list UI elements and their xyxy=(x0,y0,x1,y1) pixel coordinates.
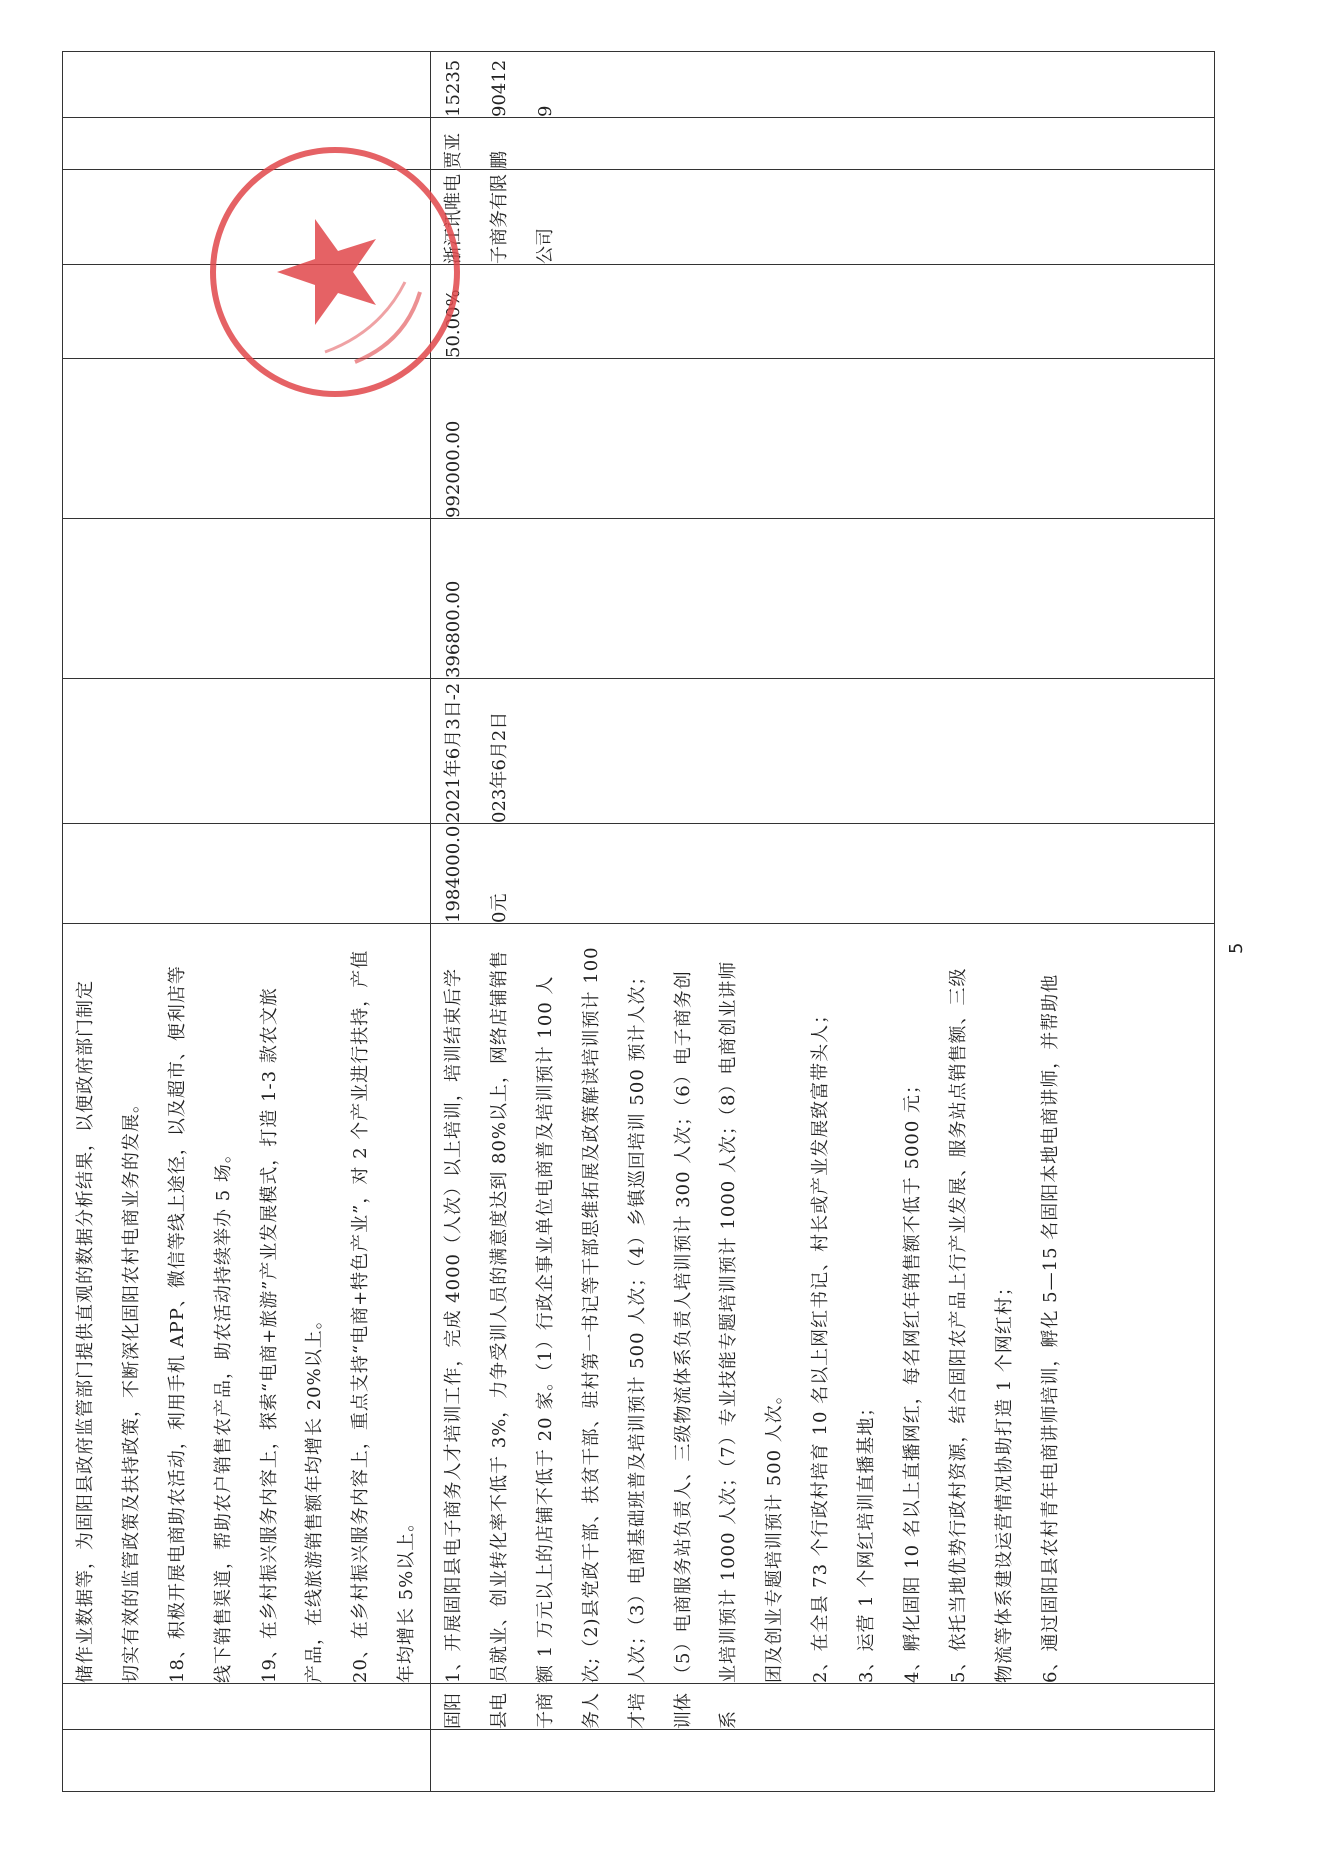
row1-content xyxy=(63,924,431,1684)
phone-cell: 15235904129 xyxy=(431,52,1215,118)
content-line: 人次；（3）电商基础班普及培训预计 500 人次；（4）乡镇巡回培训 500 预计人次； xyxy=(626,966,648,1683)
content-line: 19、在乡村振兴服务内容上，探索“电商+旅游”产业发展模式，打造 1-3 款农文旅 xyxy=(258,987,280,1683)
content-line: 线下销售渠道，帮助农户销售农产品，助农活动持续举办 5 场。 xyxy=(212,1144,234,1683)
cell-empty xyxy=(63,679,431,824)
content-line: 5、依托当地优势行政村资源，结合固阳农产品上行产业发展、服务站点销售额、三级 xyxy=(947,967,969,1683)
cell-empty xyxy=(63,519,431,679)
project-name: 固阳县电子商务人才培训体系 xyxy=(431,1684,1215,1730)
content-line: 4、孵化固阳 10 名以上直播网红，每名网红年销售额不低于 5000 元； xyxy=(902,1074,924,1683)
paid-amount-cell: 396800.00 xyxy=(431,519,1215,679)
content-line: 储作业数据等，为固阳县政府监管部门提供直观的数据分析结果，以便政府部门制定 xyxy=(75,980,96,1683)
content-line: 年均增长 5%以上。 xyxy=(396,1512,418,1683)
budget-cell: 1984000.00元 xyxy=(431,824,1215,924)
cell-empty xyxy=(63,52,431,118)
content-line: 2、在全县 73 个行政村培育 10 名以上网红书记、村长或产业发展致富带头人； xyxy=(810,1004,832,1683)
content-line: 次;（2)县党政干部、扶贫干部、驻村第一书记等干部思维拓展及政策解读培训预计 100 xyxy=(580,946,602,1683)
content-line: 业培训预计 1000 人次；（7）专业技能专题培训预计 1000 人次；（8）电商创业讲师 xyxy=(718,960,740,1683)
table-row xyxy=(431,52,1215,1792)
cell-empty xyxy=(431,1730,1215,1792)
cell-empty xyxy=(63,1730,431,1792)
content-line: 20、在乡村振兴服务内容上，重点支持“电商+特色产业”，对 2 个产业进行扶持，产值 xyxy=(350,949,372,1683)
content-line: 18、积极开展电商助农活动，利用手机 APP、微信等线上途径，以及超市、便利店等 xyxy=(166,965,188,1683)
company-cell: 浙江讯唯电子商务有限公司 xyxy=(431,170,1215,265)
content-line: 团及创业专题培训预计 500 人次。 xyxy=(764,1385,786,1683)
remaining-amount-cell: 992000.00 xyxy=(431,359,1215,519)
official-seal-icon xyxy=(205,142,465,402)
content-line: 员就业、创业转化率不低于 3%，力争受训人员的满意度达到 80%以上，网络店铺销售 xyxy=(489,949,511,1683)
contact-cell: 贾亚鹏 xyxy=(431,118,1215,170)
cell-empty xyxy=(63,1684,431,1730)
content-line: （5）电商服务站负责人、三级物流体系负责人培训预计 300 人次；（6）电子商务创 xyxy=(672,970,694,1683)
period-cell: 2021年6月3日-2023年6月2日 xyxy=(431,679,1215,824)
content-line: 6、通过固阳县农村青年电商讲师培训，孵化 5—15 名固阳本地电商讲师，并帮助他 xyxy=(1039,973,1061,1683)
content-line: 物流等体系建设运营情况协助打造 1 个网红村； xyxy=(993,1277,1015,1683)
content-line: 1、开展固阳县电子商务人才培训工作，完成 4000（人次）以上培训，培训结束后学 xyxy=(443,968,465,1683)
row2-content xyxy=(431,924,1215,1684)
page-number: 5 xyxy=(1226,942,1247,954)
cell-empty xyxy=(63,824,431,924)
content-line: 额 1 万元以上的店铺不低于 20 家。（1）行政企事业单位电商普及培训预计 100 人 xyxy=(534,975,556,1683)
content-line: 3、运营 1 个网红培训直播基地； xyxy=(856,1397,878,1683)
content-line: 产品，在线旅游销售额年均增长 20%以上。 xyxy=(304,1310,326,1683)
ratio-cell: 50.00% xyxy=(431,265,1215,359)
content-line: 切实有效的监管政策及扶持政策，不断深化固阳农村电商业务的发展。 xyxy=(120,1094,142,1683)
